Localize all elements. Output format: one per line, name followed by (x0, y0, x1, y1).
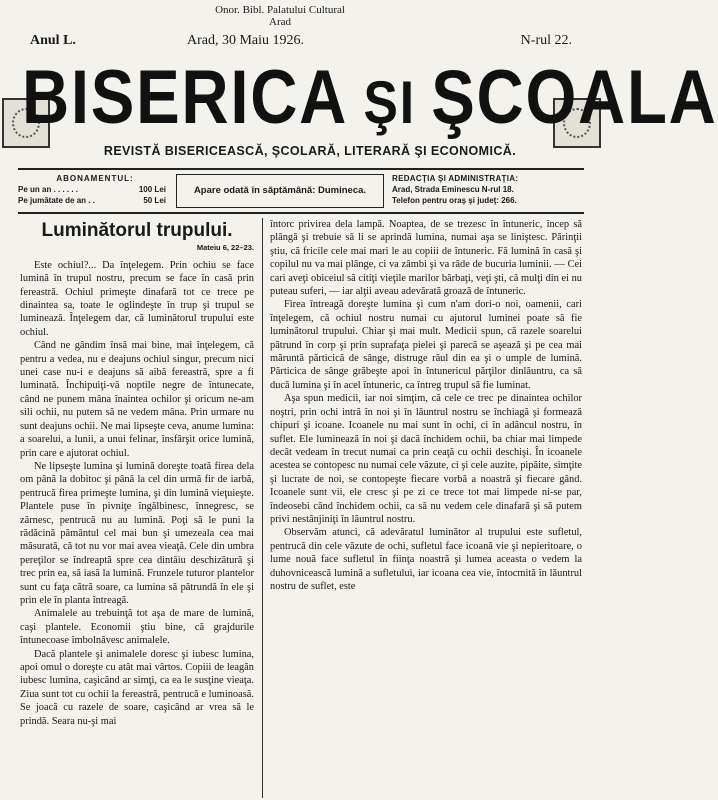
issue-year: Anul L. (30, 33, 76, 48)
article-paragraph: Ne lipseşte lumina şi lumină doreşte toată firea dela om până la dobitoc şi până la cel din urmă fir de iarbă, pentrucă firea primeşte lumina, şi din lumină vieţuieşte. Plantele puse în pivniţe îngălbinesc, înnegresc, se zărnesc, pentrucă nu au lumină. Poţi să le puni la rădăcină pământul cel mai bun şi umezeala cea mai măsurată, că tot nu vor mai avea vieaţă. Cele din umbra pereţilor se îndreaptă spre cea dintâiu deschizătură şi trec prin ea, să iasă la lumină. Frunzele tuturor plantelor sunt cu faţa cătră soare, ca lumina să pătrundă în ele şi prin ele în planta întreagă. (20, 460, 254, 606)
subscription-row-half (18, 195, 172, 206)
masthead-title (22, 55, 718, 140)
article-paragraph: Este ochiul?... Da înţelegem. Prin ochiu se face lumină în trupul nostru, precum se face în casă prin fereastră. Ochiul primeşte dinafară tot ce trece pe dinaintea sa, toate le oglindeşte în trup şi trupul se luminează. Înţelegem dar, că luminătorul trupului este ochiul. (20, 259, 254, 338)
article-paragraph: Când ne gândim însă mai bine, mai înţelegem, că pentru a vedea, nu e deajuns ochiul singur, precum nici unei case nu-i e deajuns să aibă fereastră, spre a fi luminată. Închipuiţi-vă noptile negre de întunecate, când ne punem mâna înaintea ochilor şi oricum ne-am sili ochii, nu putem să ne vedem mâna. Prin urmare nu sunt deajuns ochii. Ne mai lipseşte ceva, anume lumina: a soarelui, a lunii, a unui felinar, însfârşit orice lumină, prin care e ajutorat ochiul. (20, 340, 254, 459)
subscription-half-price: 50 Lei (143, 196, 166, 205)
subscription-box (18, 173, 172, 206)
subscription-row-year (18, 184, 172, 195)
editorial-address: Arad, Strada Eminescu N-rul 18. (392, 185, 514, 194)
library-stamp (150, 4, 410, 28)
article-paragraph: Dacă plantele şi animalele doresc şi iubesc lumina, apoi omul o doreşte cu atât mai vârtos. Copiii de leagăn iubesc lumina, caşicând ar simţi, ca ea le susţine vieaţa. Ziua sunt tot cu ochii la fereastră, pentrucă e luminoasă. Se joacă cu razele de soare, caşicând ar vrea să le prindă. Seara nu-şi mai (20, 648, 254, 727)
editorial-box (392, 173, 584, 206)
masthead-word-3: ŞCOALA (431, 55, 718, 140)
subscription-half-label: Pe jumătate de an . . (18, 196, 95, 205)
article-paragraph: Observăm atunci, că adevăratul luminător al trupului este sufletul, pentrucă din cele văzute de ochi, sufletul face icoană vie şi nepieritoare, o lume nouă face sufletul în fiinţa noastră şi lumea aceasta o vedem la duhovnicească lumină a sufletului, iar icoana cea vie, întocmită în lăuntrul nostru de suflet, este (270, 527, 582, 592)
info-bar (18, 168, 584, 214)
issue-number: N-rul 22. (520, 33, 572, 48)
subscription-year-label: Pe un an . . . . . . (18, 185, 79, 194)
publication-frequency: Apare odată în săptămână: Dumineca. (176, 174, 384, 208)
subscription-heading: ABONAMENTUL: (56, 174, 134, 183)
article-title: Luminătorul trupului. (41, 220, 233, 241)
subscription-year-price: 100 Lei (138, 185, 166, 194)
column-divider (262, 218, 263, 798)
issue-line (22, 33, 582, 51)
stamp-line-2: Arad (269, 16, 291, 28)
masthead-word-1: BISERICA (22, 55, 349, 140)
article-paragraph: Animalele au trebuinţă tot aşa de mare de lumină, caşi plantele. Economii ştiu bine, că grajdurile întunecoase îmbolnăvesc animalele. (20, 608, 254, 647)
article-paragraph: întorc privirea dela lampă. Noaptea, de se trezesc în întuneric, încep să plângă şi trebuie să li se aprindă lumina, numai aşa se liniştesc. Părinţii ştiu, că fricile cele mai mari le au copiii de întuneric. Fă lumină în casă şi copilul nu va mai plânge, ci va zâmbi şi va râde de bucuria luminii. — Cei cari aveţi obiceiul să citiţi vieţile marilor bărbaţi, veţi şti, că mulţi din ei nu puteau suferi, — iar alţii aveau adevărată groază de întuneric. (270, 219, 582, 298)
masthead-word-2: ŞI (363, 69, 416, 136)
article-paragraph: Firea întreagă doreşte lumina şi cum n'am dori-o noi, oamenii, cari înţelegem, că ochiul nostru numai cu ajutorul luminei poate să fie luminătorul trupului. Chiar şi mai mult. Medicii spun, că razele soarelui pătrund în corp şi prin suprafaţa pielei şi parecă se aşează şi pe cea mai măruntă părticică de sânge, distruge răul din ea şi o umple de lumină. Părticica de sânge grăbeşte apoi în întunericul părţilor dinlăuntru, ca să ducă lumina şi în acel întuneric, ca întreg trupul să fie luminat. (270, 299, 582, 391)
editorial-phone: Telefon pentru oraş şi judeţ: 266. (392, 196, 517, 205)
article-paragraph: Aşa spun medicii, iar noi simţim, că cele ce trec pe dinaintea ochilor noştri, prin ochi intră în noi şi în lăuntrul nostru se închiagă şi formează chipuri şi icoane. Icoanele nu mai sunt în ochi, ci în adâncul nostru, în suflet. Ele luminează în noi şi dacă închidem ochii, ba chiar mai limpede decât vedeam în trecut numai ca prin ceaţă cu ochii deschişi. În icoanele acestea se contopesc nu numai cele văzute, ci şi cele auzite, pipăite, simţite şi lucrate de noi, se contopeşte fiecare vorbă a noastră şi fiecare gând. Icoanele sunt vii, ele cresc şi pe zi ce trece tot mai limpede ni-se par, îndeosebi când închidem ochii, ca să nu vedem cele dinafară şi să putem privi nestânjiniţi în lăuntrul nostru. (270, 393, 582, 525)
masthead-subtitle: REVISTĂ BISERICEASCĂ, ŞCOLARĂ, LITERARĂ ŞI ECONOMICĂ. (103, 144, 517, 158)
stamp-line-1: Onor. Bibl. Palatului Cultural (215, 4, 345, 16)
article-column-left (20, 218, 254, 728)
article-reference: Mateiu 6, 22–23. (196, 243, 254, 253)
issue-date: Arad, 30 Maiu 1926. (187, 33, 305, 48)
article-column-right (270, 218, 582, 593)
editorial-heading: REDACŢIA ŞI ADMINISTRAŢIA: (392, 174, 519, 183)
